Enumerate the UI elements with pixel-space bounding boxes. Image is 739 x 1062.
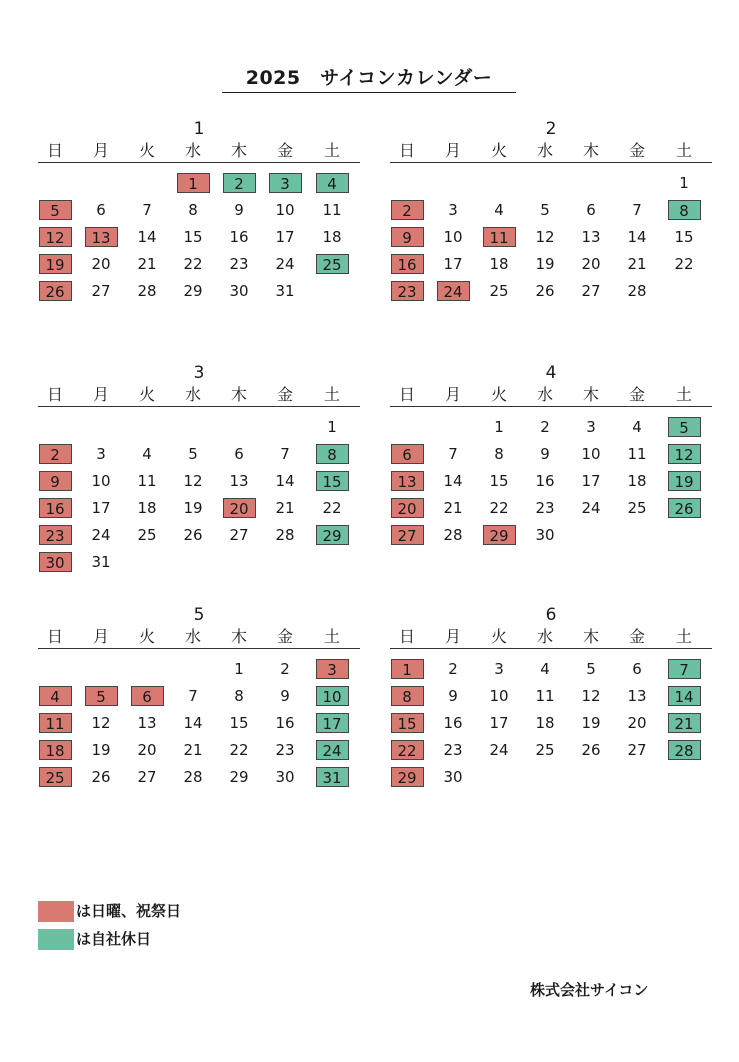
day-cell: 11 [322, 201, 342, 219]
day-cell: 27 [137, 768, 157, 786]
day-cell: 27 [627, 741, 647, 759]
day-cell: 23 [535, 499, 555, 517]
day-cell: 25 [627, 499, 647, 517]
day-cell: 19 [535, 255, 555, 273]
day-cell: 31 [91, 553, 111, 571]
day-cell: 1 [327, 418, 337, 436]
day-cell: 6 [131, 686, 164, 706]
day-cell: 23 [391, 281, 424, 301]
day-cell: 6 [96, 201, 106, 219]
day-cell: 19 [183, 499, 203, 517]
day-cell: 28 [668, 740, 701, 760]
weekday-label: 火 [138, 141, 155, 160]
day-cell: 21 [183, 741, 203, 759]
day-cell: 17 [316, 713, 349, 733]
weekday-header [390, 628, 712, 649]
day-cell: 5 [540, 201, 550, 219]
day-cell: 12 [668, 444, 701, 464]
day-cell: 15 [183, 228, 203, 246]
day-cell: 30 [39, 552, 72, 572]
day-cell: 26 [39, 281, 72, 301]
day-cell: 16 [535, 472, 555, 490]
day-cell: 11 [483, 227, 516, 247]
day-cell: 1 [234, 660, 244, 678]
day-cell: 13 [137, 714, 157, 732]
day-cell: 26 [581, 741, 601, 759]
day-cell: 8 [668, 200, 701, 220]
day-cell: 20 [223, 498, 256, 518]
day-cell: 9 [391, 227, 424, 247]
weekday-header [38, 142, 360, 163]
day-cell: 9 [448, 687, 458, 705]
day-cell: 28 [627, 282, 647, 300]
day-cell: 23 [229, 255, 249, 273]
day-cell: 10 [275, 201, 295, 219]
day-cell: 3 [316, 659, 349, 679]
weekday-label: 木 [582, 141, 599, 160]
day-cell: 2 [223, 173, 256, 193]
day-cell: 30 [443, 768, 463, 786]
month-1 [38, 120, 360, 320]
day-cell: 13 [229, 472, 249, 490]
weekday-label: 金 [276, 627, 293, 646]
legend-holiday-swatch [38, 901, 74, 922]
weekday-label: 日 [398, 141, 415, 160]
day-cell: 14 [275, 472, 295, 490]
day-cell: 24 [489, 741, 509, 759]
month-label: 6 [545, 605, 557, 625]
day-cell: 14 [443, 472, 463, 490]
day-cell: 10 [489, 687, 509, 705]
weekday-label: 水 [184, 141, 201, 160]
day-cell: 18 [627, 472, 647, 490]
month-4 [390, 364, 712, 564]
calendar-title: 2025 サイコンカレンダー [222, 66, 516, 93]
day-cell: 13 [581, 228, 601, 246]
weekday-label: 水 [184, 627, 201, 646]
day-cell: 13 [627, 687, 647, 705]
day-cell: 13 [85, 227, 118, 247]
day-cell: 1 [679, 174, 689, 192]
day-cell: 26 [183, 526, 203, 544]
day-cell: 6 [632, 660, 642, 678]
day-cell: 8 [494, 445, 504, 463]
weekday-label: 月 [444, 627, 461, 646]
day-cell: 21 [275, 499, 295, 517]
day-cell: 2 [448, 660, 458, 678]
day-cell: 8 [234, 687, 244, 705]
day-cell: 12 [91, 714, 111, 732]
day-cell: 9 [234, 201, 244, 219]
day-cell: 15 [489, 472, 509, 490]
day-cell: 12 [183, 472, 203, 490]
day-cell: 10 [443, 228, 463, 246]
day-cell: 19 [581, 714, 601, 732]
day-cell: 14 [627, 228, 647, 246]
day-cell: 29 [483, 525, 516, 545]
day-cell: 30 [229, 282, 249, 300]
day-cell: 21 [443, 499, 463, 517]
day-cell: 6 [586, 201, 596, 219]
day-cell: 20 [137, 741, 157, 759]
day-cell: 5 [39, 200, 72, 220]
day-cell: 10 [91, 472, 111, 490]
day-cell: 20 [91, 255, 111, 273]
day-cell: 22 [229, 741, 249, 759]
day-cell: 28 [443, 526, 463, 544]
day-cell: 8 [391, 686, 424, 706]
company-name: 株式会社サイコン [530, 981, 649, 999]
legend-company-holiday-label: は自社休日 [76, 930, 152, 948]
day-cell: 12 [581, 687, 601, 705]
day-cell: 5 [668, 417, 701, 437]
day-cell: 21 [137, 255, 157, 273]
day-cell: 2 [39, 444, 72, 464]
legend-holiday-label: は日曜、祝祭日 [76, 902, 182, 920]
weekday-label: 水 [536, 141, 553, 160]
weekday-label: 木 [582, 385, 599, 404]
day-cell: 22 [322, 499, 342, 517]
day-cell: 27 [581, 282, 601, 300]
day-cell: 1 [391, 659, 424, 679]
day-cell: 2 [280, 660, 290, 678]
day-cell: 23 [443, 741, 463, 759]
month-label: 3 [193, 363, 205, 383]
weekday-label: 月 [444, 385, 461, 404]
day-cell: 7 [668, 659, 701, 679]
weekday-label: 火 [490, 141, 507, 160]
day-cell: 20 [581, 255, 601, 273]
day-cell: 15 [229, 714, 249, 732]
day-cell: 12 [535, 228, 555, 246]
weekday-label: 火 [138, 385, 155, 404]
day-cell: 14 [183, 714, 203, 732]
day-cell: 22 [674, 255, 694, 273]
day-cell: 6 [234, 445, 244, 463]
day-cell: 16 [229, 228, 249, 246]
day-cell: 3 [586, 418, 596, 436]
weekday-label: 土 [323, 385, 340, 404]
day-cell: 17 [275, 228, 295, 246]
weekday-label: 火 [138, 627, 155, 646]
day-cell: 14 [137, 228, 157, 246]
weekday-label: 火 [490, 627, 507, 646]
day-cell: 29 [183, 282, 203, 300]
day-cell: 4 [142, 445, 152, 463]
day-cell: 3 [494, 660, 504, 678]
month-6 [390, 606, 712, 806]
weekday-label: 水 [536, 627, 553, 646]
day-cell: 10 [581, 445, 601, 463]
month-label: 2 [545, 119, 557, 139]
weekday-label: 水 [184, 385, 201, 404]
month-label: 4 [545, 363, 557, 383]
day-cell: 16 [39, 498, 72, 518]
day-cell: 2 [391, 200, 424, 220]
weekday-label: 金 [628, 385, 645, 404]
day-cell: 12 [39, 227, 72, 247]
day-cell: 19 [91, 741, 111, 759]
weekday-header [390, 142, 712, 163]
weekday-label: 木 [230, 141, 247, 160]
day-cell: 25 [39, 767, 72, 787]
day-cell: 28 [183, 768, 203, 786]
weekday-label: 金 [276, 141, 293, 160]
weekday-header [38, 386, 360, 407]
day-cell: 7 [280, 445, 290, 463]
weekday-label: 月 [444, 141, 461, 160]
day-cell: 26 [91, 768, 111, 786]
day-cell: 17 [489, 714, 509, 732]
day-cell: 18 [322, 228, 342, 246]
day-cell: 19 [668, 471, 701, 491]
day-cell: 9 [280, 687, 290, 705]
day-cell: 8 [188, 201, 198, 219]
day-cell: 5 [188, 445, 198, 463]
weekday-label: 日 [46, 385, 63, 404]
day-cell: 23 [275, 741, 295, 759]
day-cell: 25 [137, 526, 157, 544]
weekday-label: 日 [46, 141, 63, 160]
day-cell: 3 [448, 201, 458, 219]
day-cell: 29 [391, 767, 424, 787]
day-cell: 28 [275, 526, 295, 544]
weekday-label: 月 [92, 141, 109, 160]
day-cell: 6 [391, 444, 424, 464]
day-cell: 30 [535, 526, 555, 544]
day-cell: 1 [494, 418, 504, 436]
day-cell: 4 [316, 173, 349, 193]
day-cell: 23 [39, 525, 72, 545]
day-cell: 3 [96, 445, 106, 463]
legend-company-holiday-swatch [38, 929, 74, 950]
day-cell: 11 [627, 445, 647, 463]
day-cell: 11 [39, 713, 72, 733]
day-cell: 29 [229, 768, 249, 786]
month-5 [38, 606, 360, 806]
day-cell: 18 [535, 714, 555, 732]
day-cell: 10 [316, 686, 349, 706]
day-cell: 21 [668, 713, 701, 733]
weekday-header [38, 628, 360, 649]
day-cell: 1 [177, 173, 210, 193]
day-cell: 9 [540, 445, 550, 463]
weekday-label: 水 [536, 385, 553, 404]
weekday-label: 月 [92, 627, 109, 646]
day-cell: 7 [142, 201, 152, 219]
day-cell: 27 [391, 525, 424, 545]
weekday-label: 日 [398, 385, 415, 404]
day-cell: 11 [137, 472, 157, 490]
month-label: 5 [193, 605, 205, 625]
day-cell: 3 [269, 173, 302, 193]
day-cell: 17 [581, 472, 601, 490]
day-cell: 7 [632, 201, 642, 219]
day-cell: 24 [437, 281, 470, 301]
day-cell: 4 [540, 660, 550, 678]
day-cell: 27 [91, 282, 111, 300]
day-cell: 31 [316, 767, 349, 787]
weekday-header [390, 386, 712, 407]
day-cell: 24 [316, 740, 349, 760]
day-cell: 24 [91, 526, 111, 544]
day-cell: 30 [275, 768, 295, 786]
weekday-label: 木 [230, 385, 247, 404]
day-cell: 20 [627, 714, 647, 732]
day-cell: 29 [316, 525, 349, 545]
day-cell: 22 [489, 499, 509, 517]
day-cell: 31 [275, 282, 295, 300]
weekday-label: 金 [276, 385, 293, 404]
month-3 [38, 363, 360, 572]
day-cell: 9 [39, 471, 72, 491]
day-cell: 4 [494, 201, 504, 219]
day-cell: 16 [391, 254, 424, 274]
weekday-label: 土 [675, 141, 692, 160]
day-cell: 15 [391, 713, 424, 733]
weekday-label: 金 [628, 141, 645, 160]
day-cell: 18 [137, 499, 157, 517]
month-2 [390, 120, 712, 320]
weekday-label: 土 [675, 627, 692, 646]
day-cell: 13 [391, 471, 424, 491]
weekday-label: 金 [628, 627, 645, 646]
day-cell: 20 [391, 498, 424, 518]
day-cell: 15 [674, 228, 694, 246]
day-cell: 16 [443, 714, 463, 732]
weekday-label: 火 [490, 385, 507, 404]
weekday-label: 日 [46, 627, 63, 646]
day-cell: 27 [229, 526, 249, 544]
weekday-label: 木 [582, 627, 599, 646]
day-cell: 4 [39, 686, 72, 706]
day-cell: 5 [586, 660, 596, 678]
day-cell: 17 [443, 255, 463, 273]
weekday-label: 土 [675, 385, 692, 404]
day-cell: 7 [188, 687, 198, 705]
weekday-label: 月 [92, 385, 109, 404]
day-cell: 5 [85, 686, 118, 706]
day-cell: 22 [183, 255, 203, 273]
month-label: 1 [193, 119, 205, 139]
day-cell: 25 [316, 254, 349, 274]
day-cell: 7 [448, 445, 458, 463]
day-cell: 21 [627, 255, 647, 273]
day-cell: 18 [489, 255, 509, 273]
weekday-label: 土 [323, 627, 340, 646]
weekday-label: 木 [230, 627, 247, 646]
day-cell: 19 [39, 254, 72, 274]
day-cell: 24 [581, 499, 601, 517]
day-cell: 11 [535, 687, 555, 705]
day-cell: 22 [391, 740, 424, 760]
day-cell: 16 [275, 714, 295, 732]
day-cell: 24 [275, 255, 295, 273]
day-cell: 17 [91, 499, 111, 517]
day-cell: 25 [489, 282, 509, 300]
day-cell: 2 [540, 418, 550, 436]
day-cell: 26 [668, 498, 701, 518]
day-cell: 4 [632, 418, 642, 436]
day-cell: 15 [316, 471, 349, 491]
day-cell: 28 [137, 282, 157, 300]
day-cell: 25 [535, 741, 555, 759]
weekday-label: 日 [398, 627, 415, 646]
day-cell: 18 [39, 740, 72, 760]
day-cell: 14 [668, 686, 701, 706]
day-cell: 26 [535, 282, 555, 300]
day-cell: 8 [316, 444, 349, 464]
weekday-label: 土 [323, 141, 340, 160]
